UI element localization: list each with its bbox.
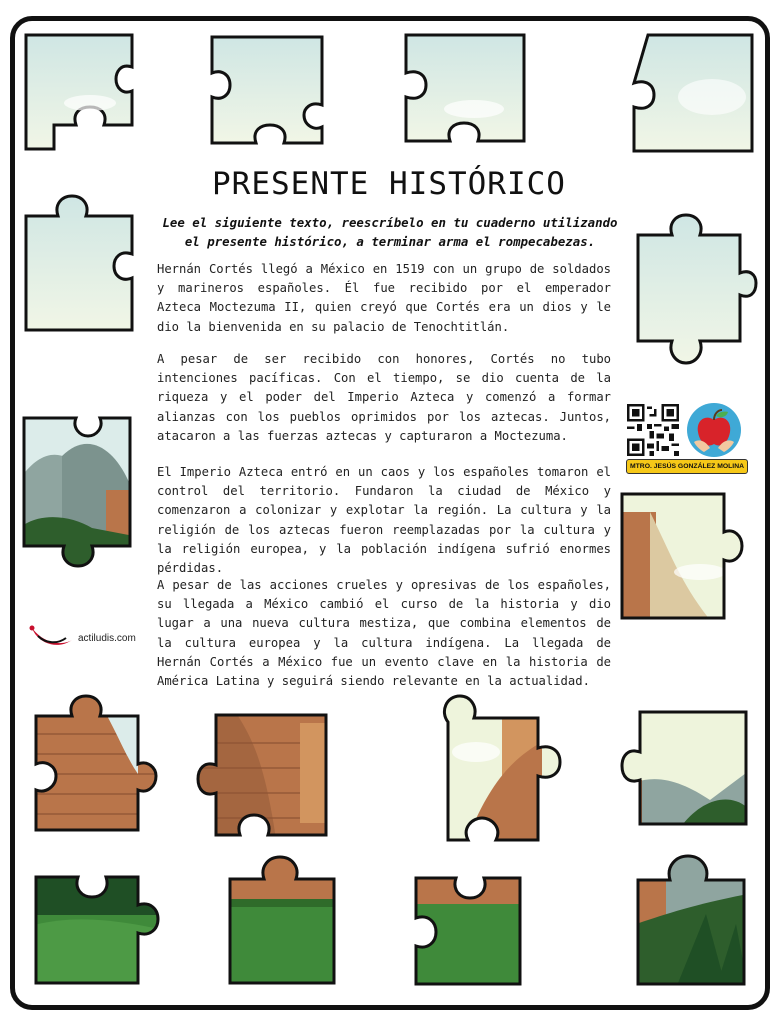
puzzle-piece-2[interactable]: [210, 35, 330, 145]
puzzle-piece-16[interactable]: [636, 854, 748, 988]
puzzle-piece-3[interactable]: [404, 33, 529, 151]
author-badge: MTRO. JESÚS GONZÁLEZ MOLINA: [626, 459, 748, 474]
actiludis-logo: [28, 620, 148, 654]
puzzle-piece-9[interactable]: [34, 694, 169, 834]
puzzle-piece-5[interactable]: [24, 194, 136, 334]
puzzle-piece-14[interactable]: [228, 855, 338, 987]
puzzle-piece-15[interactable]: [414, 876, 549, 988]
puzzle-piece-6[interactable]: [636, 213, 758, 373]
smile-logo-icon: [28, 620, 78, 654]
apple-logo-icon: [686, 402, 742, 458]
instructions-line-1: Lee el siguiente texto, reescríbelo en tu cuaderno utilizando: [162, 215, 618, 230]
paragraph-4: A pesar de las acciones crueles y opresivas de los españoles, su llegada a México cambió el curso de la historia y dio lugar a una nueva cultura mestiza, que combina elementos de la cultura europea y la cultura indígena. La llegada de Hernán Cortés a México fue un evento clave en la historia de América Latina y seguirá siendo relevante en la actualidad.: [157, 578, 611, 689]
instructions-line-2: el presente histórico, a terminar arma el rompecabezas.: [184, 234, 596, 249]
puzzle-piece-4[interactable]: [632, 33, 757, 153]
paragraph-3: El Imperio Azteca entró en un caos y los españoles tomaron el control del territorio. Fundaron la ciudad de México y comenzaron a colonizar y explotar la región. La cultura y la religión de los aztecas fueron reemplazadas por la cultura y la religión europea, y la población indígena sufrió enormes pérdidas.: [157, 465, 611, 576]
page-title: PRESENTE HISTÓRICO: [212, 166, 566, 202]
puzzle-piece-7[interactable]: [22, 416, 134, 578]
paragraph-2: A pesar de ser recibido con honores, Cortés no tubo intenciones pacíficas. Con el tiempo, se dio cuenta de la riqueza y el poder del Imperio Azteca y comenzó a formar alianzas con los pueblos oprimidos por los aztecas. Juntos, atacaron a las fuerzas aztecas y capturaron a Moctezuma.: [157, 352, 611, 443]
puzzle-piece-10[interactable]: [196, 713, 331, 839]
puzzle-piece-8[interactable]: [620, 492, 755, 620]
puzzle-piece-12[interactable]: [620, 710, 750, 828]
paragraph-1: Hernán Cortés llegó a México en 1519 con un grupo de soldados y marineros españoles. Él fue recibido por el emperador Azteca Moctezuma II, quien creyó que Cortés era un dios y le dio la bienvenida en su palacio de Tenochtitlán.: [157, 262, 611, 334]
puzzle-piece-11[interactable]: [426, 692, 566, 842]
instructions: [150, 213, 630, 251]
logo-text: actiludis.com: [78, 633, 136, 644]
puzzle-piece-1[interactable]: [24, 33, 154, 151]
puzzle-piece-13[interactable]: [34, 875, 169, 987]
qr-code-icon[interactable]: [627, 404, 679, 456]
